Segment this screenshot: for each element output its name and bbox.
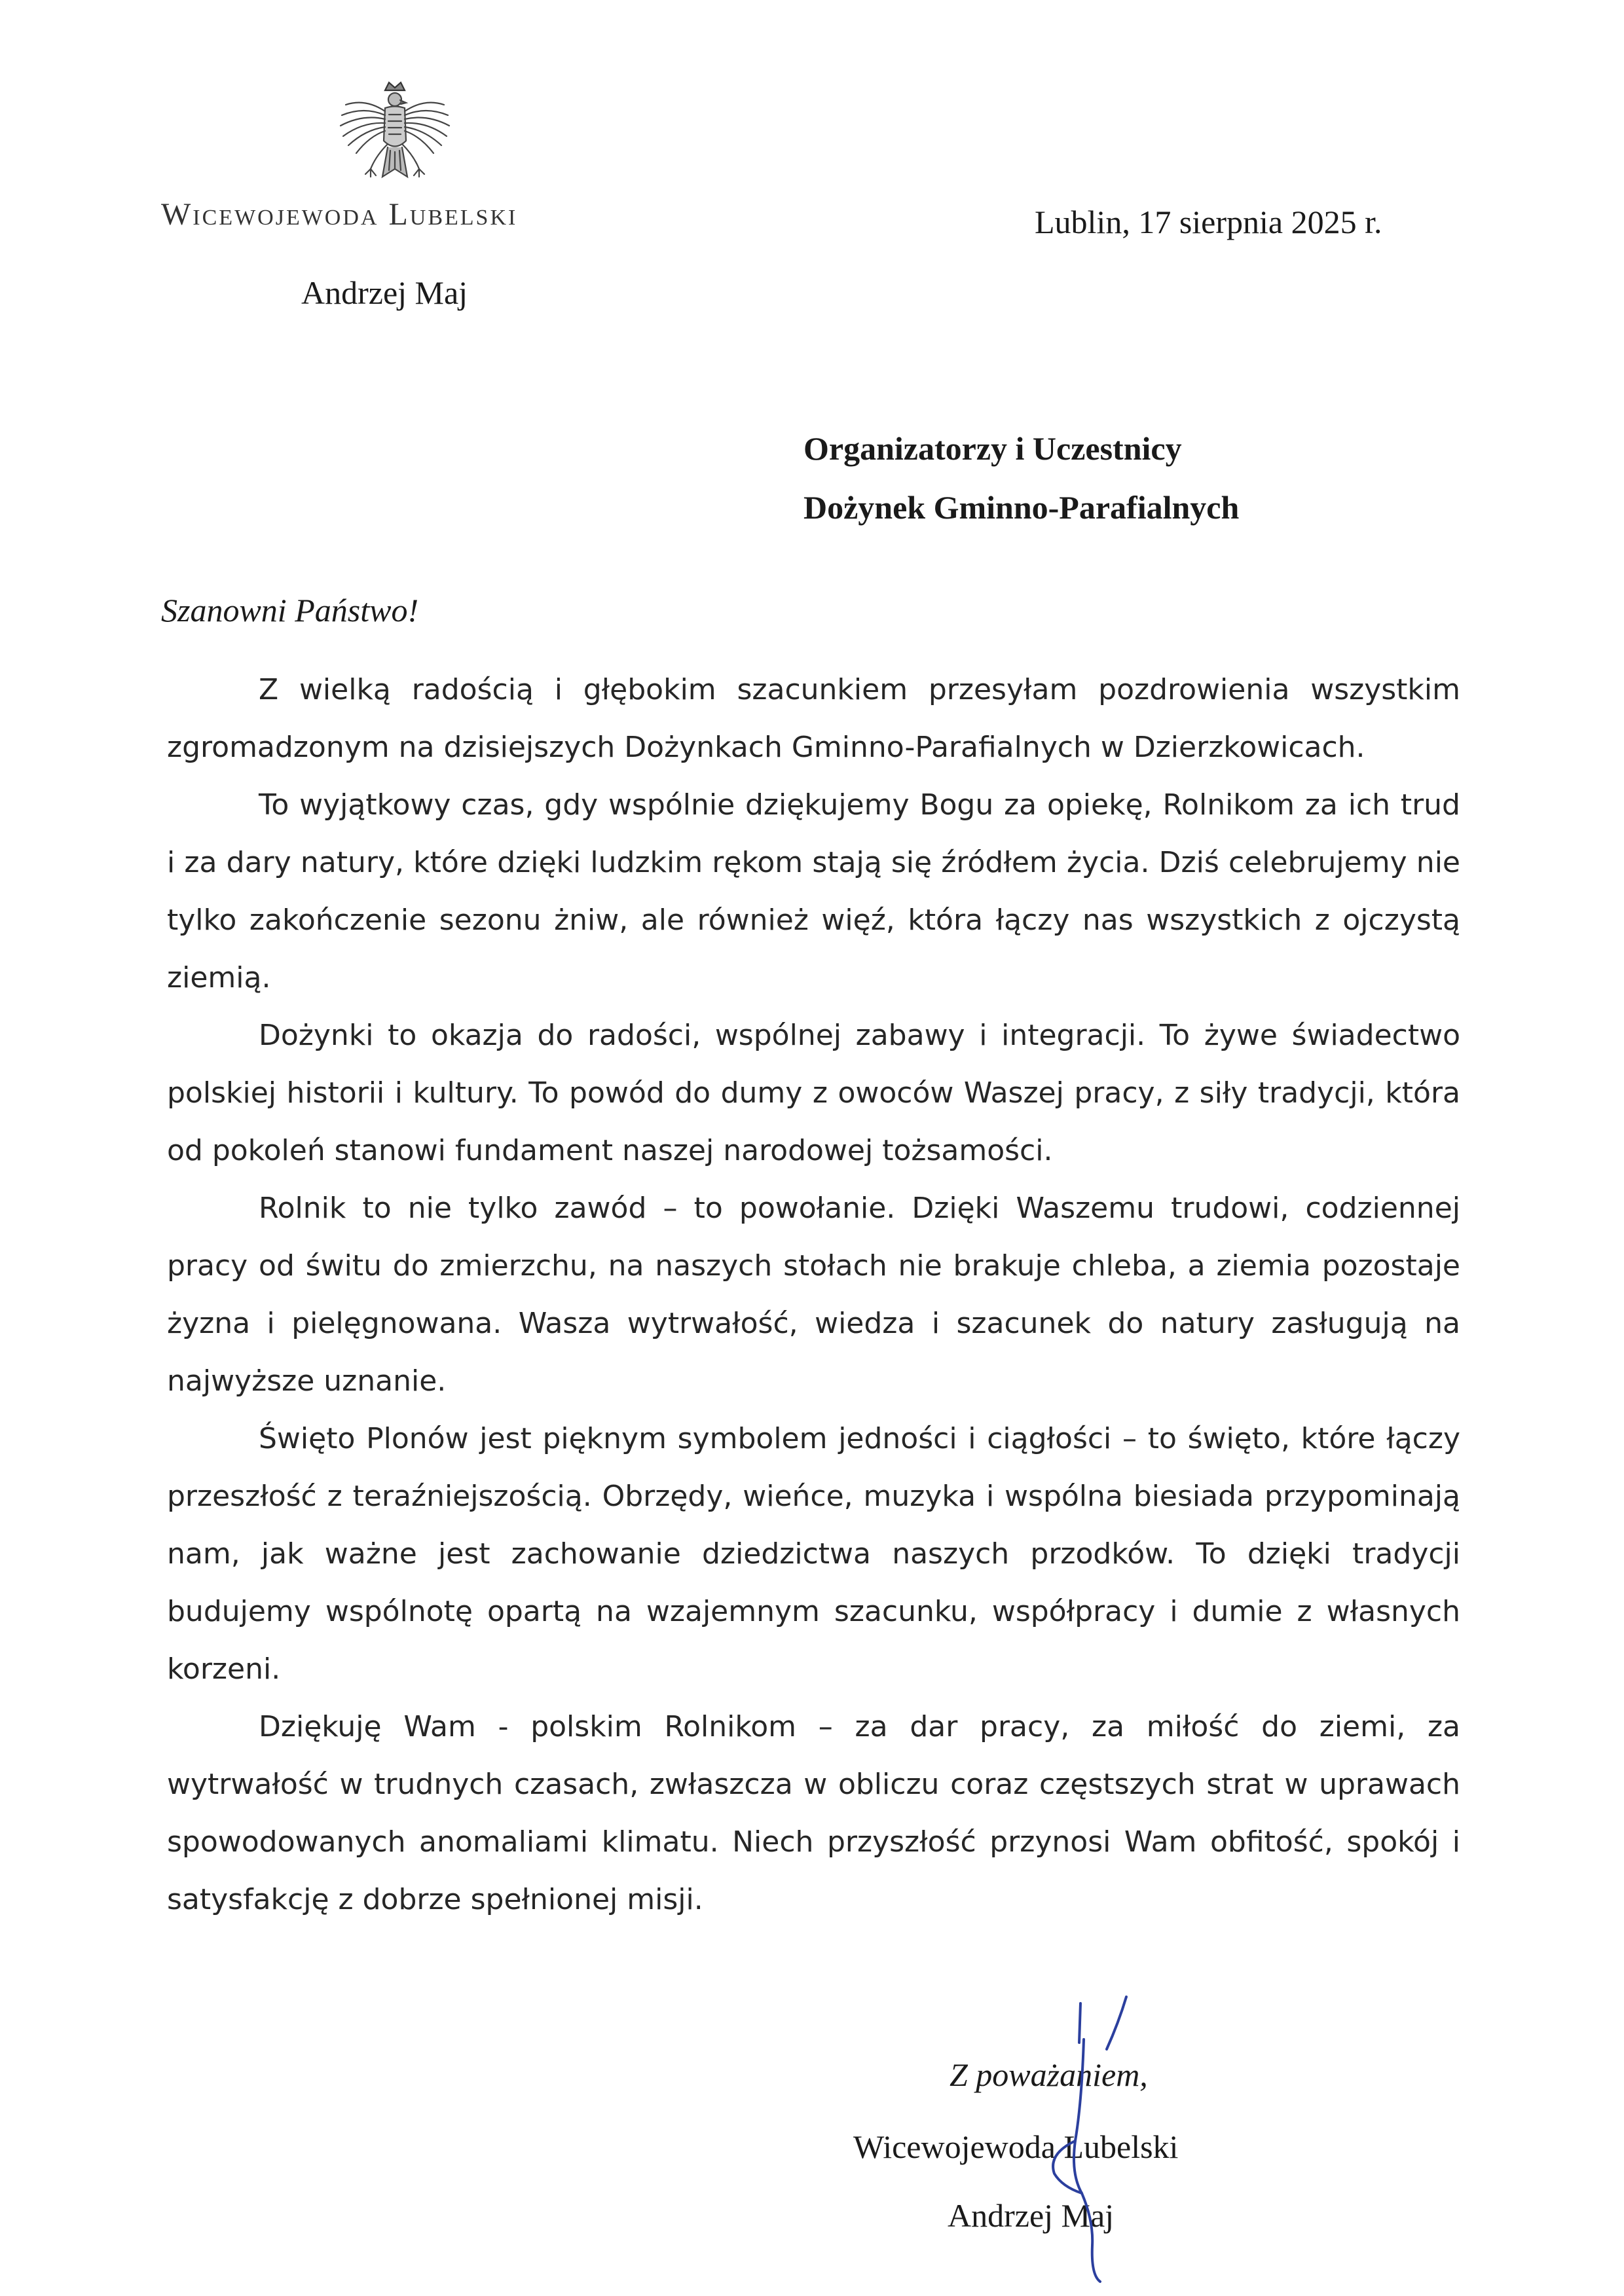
office-person-name: Andrzej Maj [301,274,468,311]
signatory-title: Wicewojewoda Lubelski [853,2128,1179,2165]
salutation: Szanowni Państwo! [161,592,419,629]
signatory-name: Andrzej Maj [948,2197,1115,2234]
closing-phrase: Z poważaniem, [950,2056,1148,2093]
paragraph-4: Rolnik to nie tylko zawód – to powołanie. Dzięki Waszemu trudowi, codziennej pracy od świtu do zmierzchu, na naszych stołach nie brakuje chleba, a ziemia pozostaje żyzna i pielęgnowana. Wasza wytrwałość, wiedza i szacunek do natury zasługują na najwyższe uznanie. [167,1192,1460,1398]
letter-body [167,661,1460,1929]
recipient-block [803,419,1239,537]
paragraph-5: Święto Plonów jest pięknym symbolem jedności i ciągłości – to święto, które łączy przeszłość z teraźniejszością. Obrzędy, wieńce, muzyka i wspólna biesiada przypominają nam, jak ważne jest zachowanie dziedzictwa naszych przodków. To dzięki tradycji budujemy wspólnotę opartą na wzajemnym szacunku, współpracy i dumie z własnych korzeni. [167,1422,1460,1686]
paragraph-6: Dziękuję Wam - polskim Rolnikom – za dar pracy, za miłość do ziemi, za wytrwałość w trudnych czasach, zwłaszcza w obliczu coraz częstszych strat w uprawach spowodowanych anomaliami klimatu. Niech przyszłość przynosi Wam obfitość, spokój i satysfakcję z dobrze spełnionej misji. [167,1710,1460,1916]
polish-eagle-emblem [333,79,457,200]
paragraph-2: To wyjątkowy czas, gdy wspólnie dziękujemy Bogu za opiekę, Rolnikom za ich trud i za dary natury, które dzięki ludzkim rękom stają się źródłem życia. Dziś celebrujemy nie tylko zakończenie sezonu żniw, ale również więź, która łączy nas wszystkich z ojczystą ziemią. [167,788,1460,994]
paragraph-1: Z wielką radością i głębokim szacunkiem przesyłam pozdrowienia wszystkim zgromadzonym na dzisiejszych Dożynkach Gminno-Parafialnych w Dzierzkowicach. [167,673,1460,764]
office-name: Wicewojewoda Lubelski [161,197,518,232]
recipient-line-1: Organizatorzy i Uczestnicy [803,430,1182,467]
recipient-line-2: Dożynek Gminno-Parafialnych [803,489,1240,526]
paragraph-3: Dożynki to okazja do radości, wspólnej zabawy i integracji. To żywe świadectwo polskiej historii i kultury. To powód do dumy z owoców Waszej pracy, z siły tradycji, która od pokoleń stanowi fundament naszej narodowej tożsamości. [167,1019,1460,1167]
place-date: Lublin, 17 sierpnia 2025 r. [1035,204,1382,240]
